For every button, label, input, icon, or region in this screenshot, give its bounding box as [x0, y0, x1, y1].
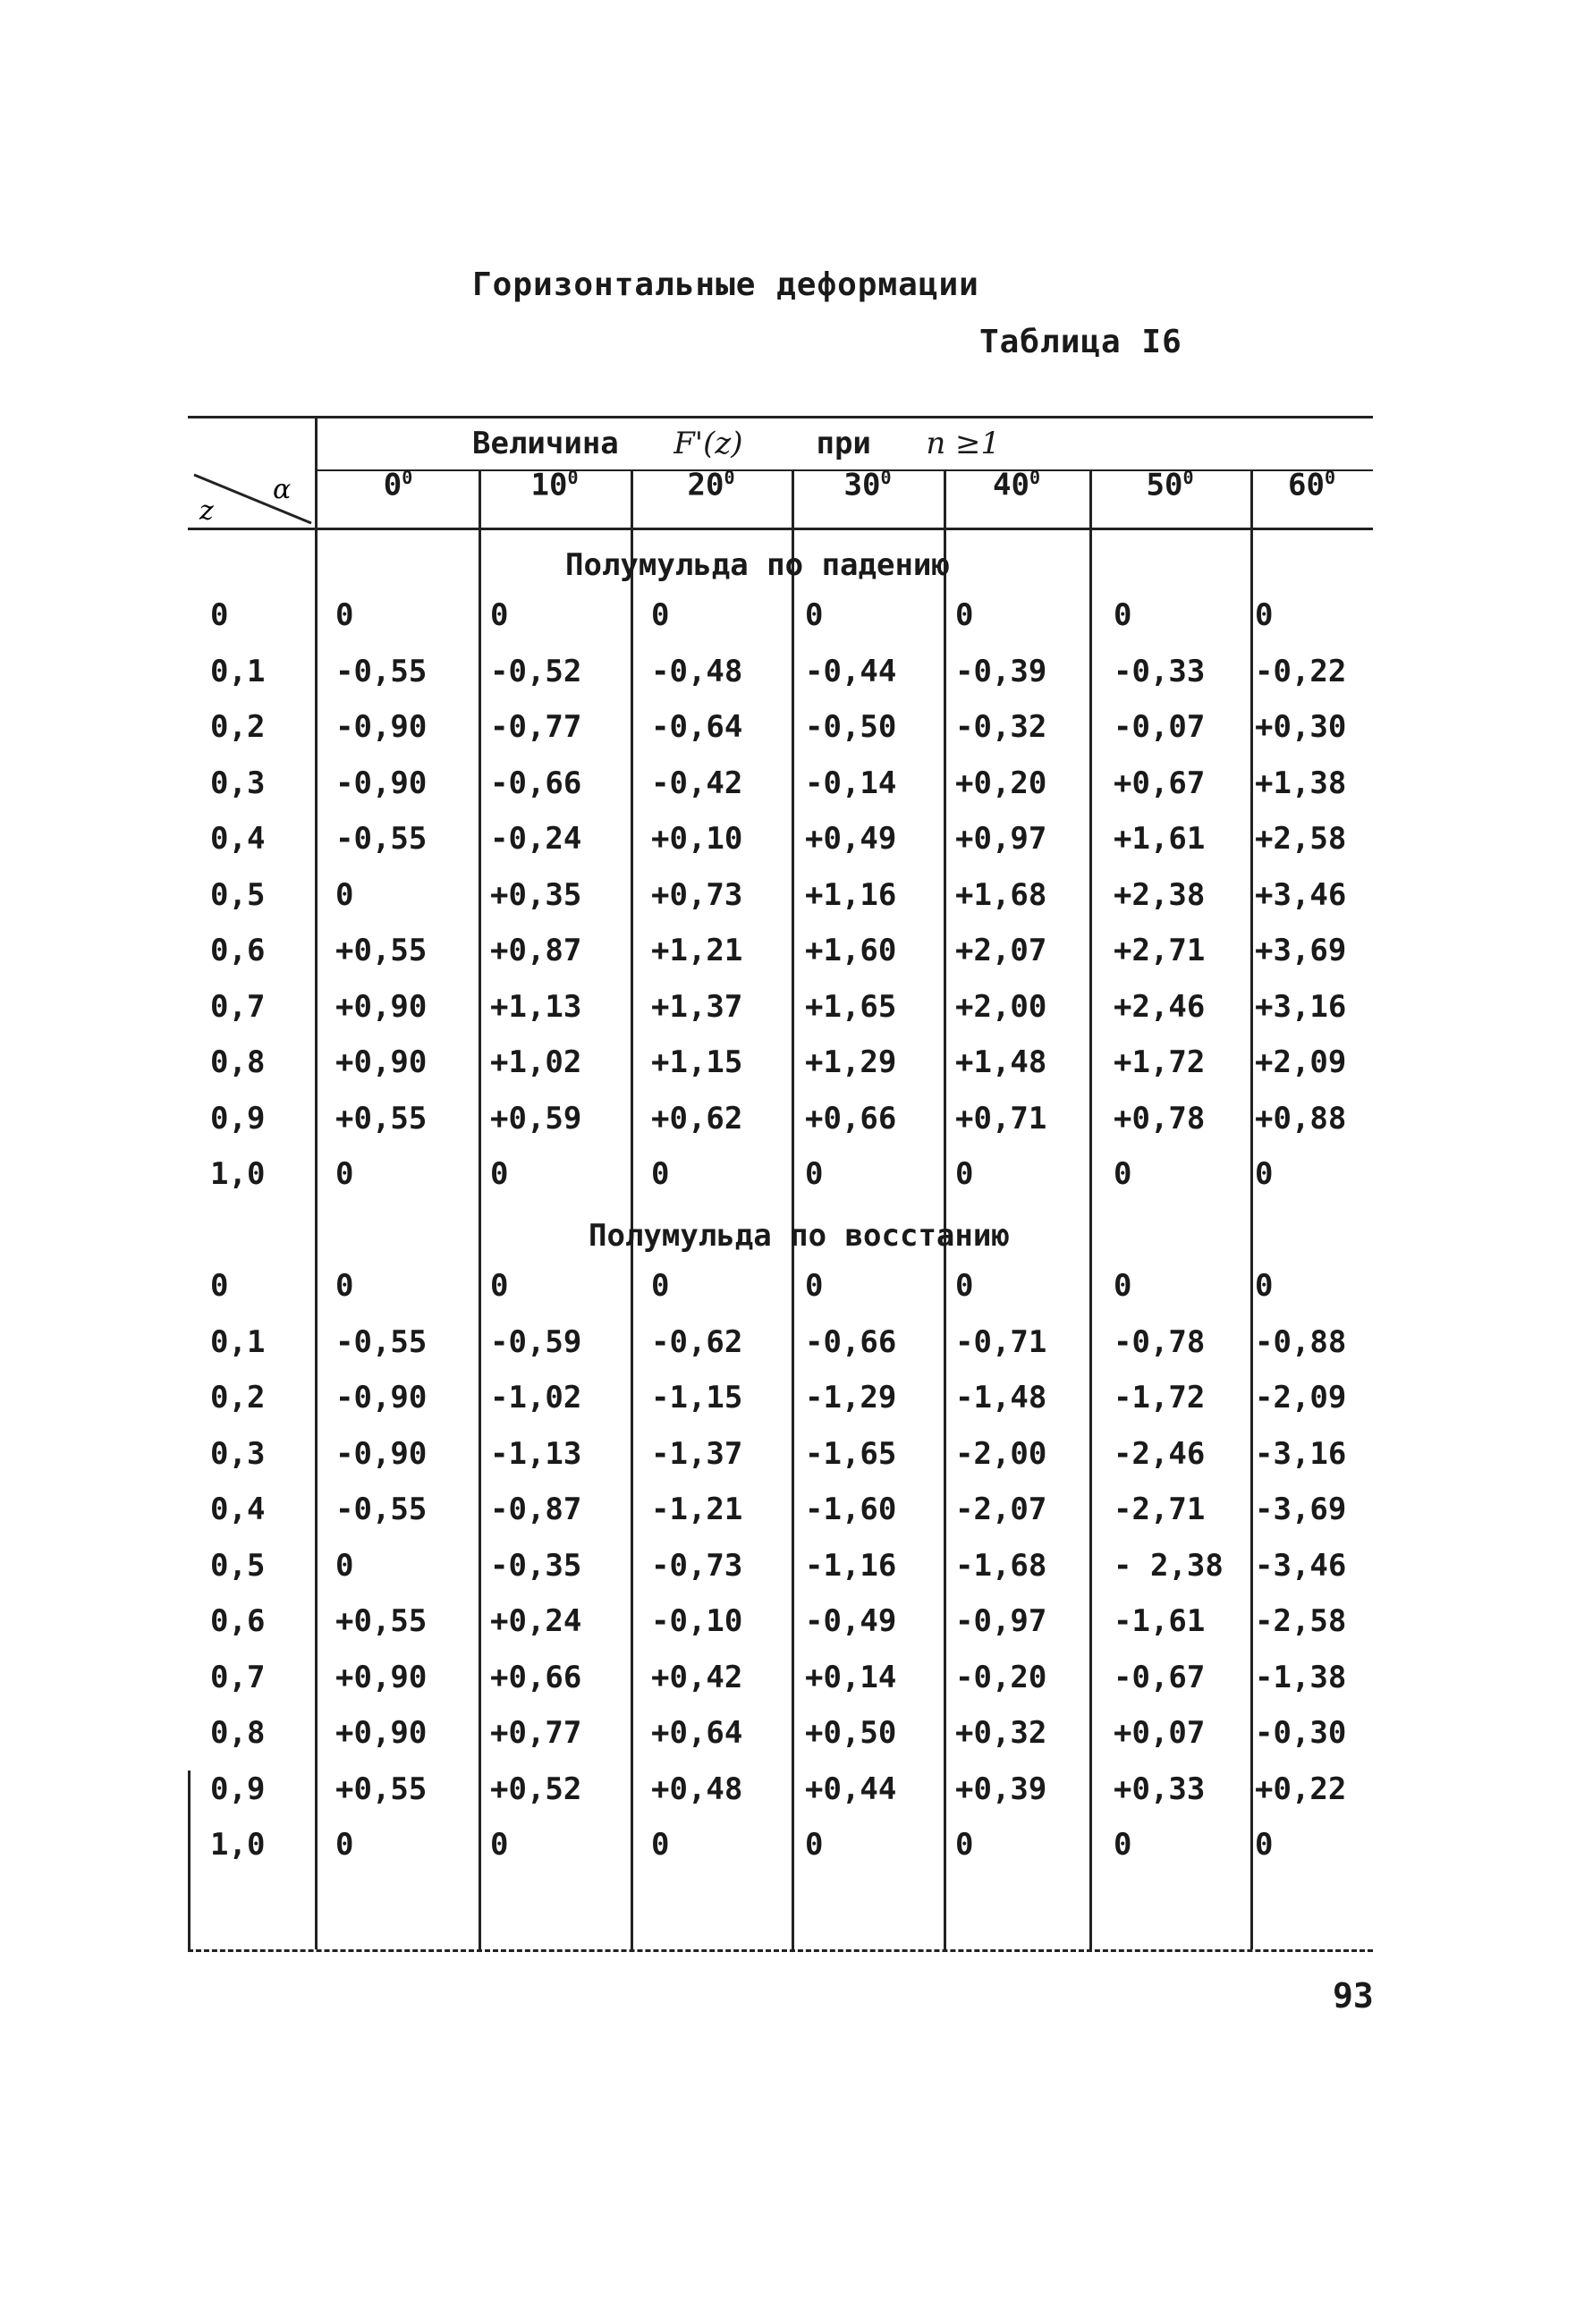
degree-mark: 0 [724, 467, 735, 488]
table-cell: -2,00 [955, 1435, 1047, 1472]
table-cell: +2,71 [1114, 933, 1206, 968]
table-cell: +0,62 [651, 1100, 743, 1137]
table-cell: +0,14 [805, 1659, 897, 1695]
table-cell: -0,55 [335, 1323, 428, 1360]
column-header-alpha [631, 467, 792, 503]
table-left-rule [188, 1770, 191, 1949]
table-cell: 0 [1114, 597, 1132, 633]
table-cell: -1,72 [1114, 1380, 1206, 1416]
table-cell: -0,30 [1255, 1715, 1347, 1751]
table-cell: 0 [1114, 1268, 1132, 1304]
table-cell: -3,16 [1255, 1435, 1347, 1472]
table-cell: +1,29 [805, 1044, 897, 1080]
table-cell: 0 [955, 597, 974, 633]
table-cell: -0,22 [1255, 653, 1347, 689]
degree-mark: 0 [567, 467, 579, 488]
column-header-alpha [1089, 467, 1250, 503]
table-cell: +0,20 [955, 765, 1047, 801]
column-header-value: 30 [843, 467, 881, 503]
degree-mark: 0 [402, 467, 413, 488]
table-cell: -0,71 [955, 1323, 1047, 1360]
table-cell: +1,13 [490, 988, 582, 1025]
table-cell: 0 [651, 1268, 670, 1304]
table-cell: +0,39 [955, 1770, 1047, 1807]
table-cell: +0,66 [805, 1100, 897, 1137]
corner-diagonal-cell [192, 471, 313, 525]
page-number: 93 [1333, 1976, 1374, 2016]
column-header-alpha [944, 467, 1089, 503]
table-cell: 0 [490, 1827, 509, 1863]
table-cell: -2,46 [1114, 1435, 1206, 1472]
table-cell: +1,68 [955, 876, 1047, 913]
row-z-value: 1,0 [210, 1827, 266, 1863]
table-cell: +0,77 [490, 1715, 582, 1751]
table-cell: -0,77 [490, 709, 582, 745]
table-cell: 0 [805, 597, 824, 633]
table-cell: -1,48 [955, 1380, 1047, 1416]
table-cell: -2,09 [1255, 1380, 1347, 1416]
row-z-value: 0,6 [210, 933, 266, 968]
table-cell: +0,90 [335, 1044, 428, 1080]
table-cell: 0 [651, 1827, 670, 1863]
table-cell: +0,73 [651, 876, 743, 913]
table-cell: 0 [651, 597, 670, 633]
table-cell: +0,90 [335, 1715, 428, 1751]
row-z-value: 0,8 [210, 1715, 266, 1751]
column-header-alpha [792, 467, 944, 503]
table-cell: -0,50 [805, 709, 897, 745]
row-z-value: 0,8 [210, 1044, 266, 1080]
table-cell: +0,55 [335, 1770, 428, 1807]
table-cell: -0,90 [335, 1435, 428, 1472]
degree-mark: 0 [1182, 467, 1194, 488]
column-header-value: 60 [1288, 467, 1325, 503]
table-cell: -2,71 [1114, 1492, 1206, 1527]
condition-expr: n ≥1 [926, 426, 1001, 461]
table-cell: -1,29 [805, 1380, 897, 1416]
table-cell: -0,88 [1255, 1323, 1347, 1360]
table-cell: +2,07 [955, 933, 1047, 968]
table-cell: +1,21 [651, 933, 743, 968]
table-cell: +0,22 [1255, 1770, 1347, 1807]
table-cell: -0,62 [651, 1323, 743, 1360]
table-cell: +0,87 [490, 933, 582, 968]
table-cell: 0 [805, 1268, 824, 1304]
table-cell: -1,13 [490, 1435, 582, 1472]
column-header-alpha [318, 467, 479, 503]
table-cell: +1,48 [955, 1044, 1047, 1080]
column-rule [944, 469, 946, 1949]
table-cell: -0,97 [955, 1603, 1047, 1639]
table-cell: +0,90 [335, 1659, 428, 1695]
row-z-value: 0,1 [210, 653, 266, 689]
row-z-value: 0,2 [210, 1380, 266, 1416]
table-cell: -1,68 [955, 1547, 1047, 1584]
table-cell: -0,48 [651, 653, 743, 689]
table-cell: +0,07 [1114, 1715, 1206, 1751]
column-rule [631, 469, 633, 1949]
table-cell: +0,71 [955, 1100, 1047, 1137]
table-cell: 0 [1255, 597, 1274, 633]
table-cell: 0 [805, 1827, 824, 1863]
row-z-value: 0,9 [210, 1770, 266, 1807]
table-cell: +2,09 [1255, 1044, 1347, 1080]
table-cell: 0 [1255, 1156, 1274, 1192]
column-rule [1250, 469, 1253, 1949]
function-label: F'(z) [673, 426, 743, 461]
table-cell: +0,66 [490, 1659, 582, 1695]
table-cell: +0,78 [1114, 1100, 1206, 1137]
table-cell: -0,35 [490, 1547, 582, 1584]
table-cell: 0 [335, 1827, 354, 1863]
table-cell: -2,07 [955, 1492, 1047, 1527]
table-cell: -0,24 [490, 821, 582, 857]
column-header-value: 0 [383, 467, 402, 503]
table-cell: +0,48 [651, 1770, 743, 1807]
table-caption [472, 426, 1000, 461]
table-cell: 0 [1114, 1156, 1132, 1192]
table-cell: +2,38 [1114, 876, 1206, 913]
table-cell: 0 [651, 1156, 670, 1192]
table-cell: +0,10 [651, 821, 743, 857]
row-z-value: 0,7 [210, 1659, 266, 1695]
table-cell: - 2,38 [1114, 1547, 1224, 1584]
table-cell: 0 [955, 1156, 974, 1192]
table-cell: -0,78 [1114, 1323, 1206, 1360]
table-cell: 0 [490, 597, 509, 633]
table-cell: +1,65 [805, 988, 897, 1025]
table-cell: +0,52 [490, 1770, 582, 1807]
table-cell: -0,55 [335, 821, 428, 857]
table-cell: -0,10 [651, 1603, 743, 1639]
table-cell: +1,15 [651, 1044, 743, 1080]
table-top-rule [188, 416, 1373, 418]
table-cell: -0,90 [335, 765, 428, 801]
row-z-value: 0,4 [210, 821, 266, 857]
table-cell: +1,02 [490, 1044, 582, 1080]
table-cell: -0,33 [1114, 653, 1206, 689]
table-cell: +0,90 [335, 988, 428, 1025]
section-title-dip: Полумульда по падению [565, 547, 950, 583]
table-cell: +0,97 [955, 821, 1047, 857]
table-cell: +1,38 [1255, 765, 1347, 801]
table-cell: -0,07 [1114, 709, 1206, 745]
row-z-value: 0,2 [210, 709, 266, 745]
table-cell: 0 [955, 1827, 974, 1863]
table-cell: +2,00 [955, 988, 1047, 1025]
row-z-value: 0,4 [210, 1492, 266, 1527]
table-cell: -0,87 [490, 1492, 582, 1527]
table-cell: +0,30 [1255, 709, 1347, 745]
row-z-value: 0,5 [210, 876, 266, 913]
table-cell: +0,50 [805, 1715, 897, 1751]
table-cell: -1,15 [651, 1380, 743, 1416]
table-cell: +0,55 [335, 1100, 428, 1137]
degree-mark: 0 [880, 467, 892, 488]
header-bottom-rule [188, 528, 1373, 530]
table-cell: 0 [1255, 1268, 1274, 1304]
table-cell: 0 [490, 1268, 509, 1304]
table-cell: +1,60 [805, 933, 897, 968]
table-cell: -1,65 [805, 1435, 897, 1472]
row-variable-label: z [199, 495, 214, 525]
table-cell: -1,38 [1255, 1659, 1347, 1695]
table-cell: +2,46 [1114, 988, 1206, 1025]
table-cell: +0,67 [1114, 765, 1206, 801]
column-header-value: 20 [687, 467, 724, 503]
row-z-value: 0,9 [210, 1100, 266, 1137]
table-cell: +3,16 [1255, 988, 1347, 1025]
table-cell: 0 [955, 1268, 974, 1304]
table-cell: -0,90 [335, 1380, 428, 1416]
row-z-value: 0,3 [210, 765, 266, 801]
row-z-value: 0,3 [210, 1435, 266, 1472]
table-cell: +2,58 [1255, 821, 1347, 857]
column-header-value: 10 [530, 467, 568, 503]
column-header-alpha [479, 467, 631, 503]
table-cell: -0,20 [955, 1659, 1047, 1695]
table-cell: -1,16 [805, 1547, 897, 1584]
table-cell: -0,39 [955, 653, 1047, 689]
table-label: Таблица I6 [979, 324, 1182, 360]
table-cell: -0,66 [490, 765, 582, 801]
column-rule [1089, 469, 1092, 1949]
table-cell: -0,66 [805, 1323, 897, 1360]
row-z-value: 0,5 [210, 1547, 266, 1584]
degree-mark: 0 [1324, 467, 1335, 488]
column-rule [479, 469, 481, 1949]
table-cell: -0,73 [651, 1547, 743, 1584]
table-cell: +0,42 [651, 1659, 743, 1695]
table-bottom-rule [188, 1949, 1373, 1952]
table-cell: -0,67 [1114, 1659, 1206, 1695]
table-cell: +0,64 [651, 1715, 743, 1751]
column-header-value: 40 [993, 467, 1029, 503]
table-cell: -1,21 [651, 1492, 743, 1527]
table-cell: 0 [1255, 1827, 1274, 1863]
table-cell: -0,44 [805, 653, 897, 689]
row-z-value: 1,0 [210, 1156, 266, 1192]
table-cell: -0,90 [335, 709, 428, 745]
condition-label: при [816, 426, 871, 461]
page-title: Горизонтальные деформации [472, 266, 979, 303]
table-cell: -1,61 [1114, 1603, 1206, 1639]
column-header-alpha [1250, 467, 1373, 503]
table-cell: +1,37 [651, 988, 743, 1025]
table-cell: +0,33 [1114, 1770, 1206, 1807]
table-cell: +0,44 [805, 1770, 897, 1807]
table-cell: +0,55 [335, 1603, 428, 1639]
table-cell: -0,52 [490, 653, 582, 689]
table-cell: -0,49 [805, 1603, 897, 1639]
table-cell: 0 [335, 876, 354, 913]
table-cell: +0,35 [490, 876, 582, 913]
quantity-label: Величина [472, 426, 619, 461]
table-cell: -1,37 [651, 1435, 743, 1472]
table-cell: -0,64 [651, 709, 743, 745]
table-cell: -3,69 [1255, 1492, 1347, 1527]
column-header-value: 50 [1146, 467, 1183, 503]
table-cell: -0,55 [335, 653, 428, 689]
degree-mark: 0 [1029, 467, 1040, 488]
table-cell: 0 [335, 597, 354, 633]
table-cell: +1,16 [805, 876, 897, 913]
table-cell: +1,72 [1114, 1044, 1206, 1080]
table-cell: 0 [805, 1156, 824, 1192]
table-cell: 0 [1114, 1827, 1132, 1863]
table-cell: -0,14 [805, 765, 897, 801]
table-cell: +0,59 [490, 1100, 582, 1137]
column-rule [792, 469, 794, 1949]
section-title-rise: Полумульда по восстанию [589, 1218, 1010, 1254]
table-cell: -3,46 [1255, 1547, 1347, 1584]
stub-column-rule [315, 416, 318, 1949]
table-cell: +0,55 [335, 933, 428, 968]
table-cell: -2,58 [1255, 1603, 1347, 1639]
table-cell: +0,32 [955, 1715, 1047, 1751]
row-z-value: 0 [210, 1268, 229, 1304]
table-cell: 0 [335, 1547, 354, 1584]
table-cell: -0,55 [335, 1492, 428, 1527]
table-cell: +1,61 [1114, 821, 1206, 857]
table-cell: -1,60 [805, 1492, 897, 1527]
row-z-value: 0 [210, 597, 229, 633]
row-z-value: 0,7 [210, 988, 266, 1025]
table-cell: -1,02 [490, 1380, 582, 1416]
table-cell: -0,42 [651, 765, 743, 801]
table-cell: +0,88 [1255, 1100, 1347, 1137]
table-cell: 0 [490, 1156, 509, 1192]
table-cell: -0,32 [955, 709, 1047, 745]
table-cell: +3,69 [1255, 933, 1347, 968]
table-cell: +0,24 [490, 1603, 582, 1639]
table-cell: 0 [335, 1268, 354, 1304]
table-cell: +0,49 [805, 821, 897, 857]
row-z-value: 0,6 [210, 1603, 266, 1639]
row-z-value: 0,1 [210, 1323, 266, 1360]
table-cell: -0,59 [490, 1323, 582, 1360]
column-variable-label: α [273, 474, 292, 505]
table-cell: +3,46 [1255, 876, 1347, 913]
table-cell: 0 [335, 1156, 354, 1192]
